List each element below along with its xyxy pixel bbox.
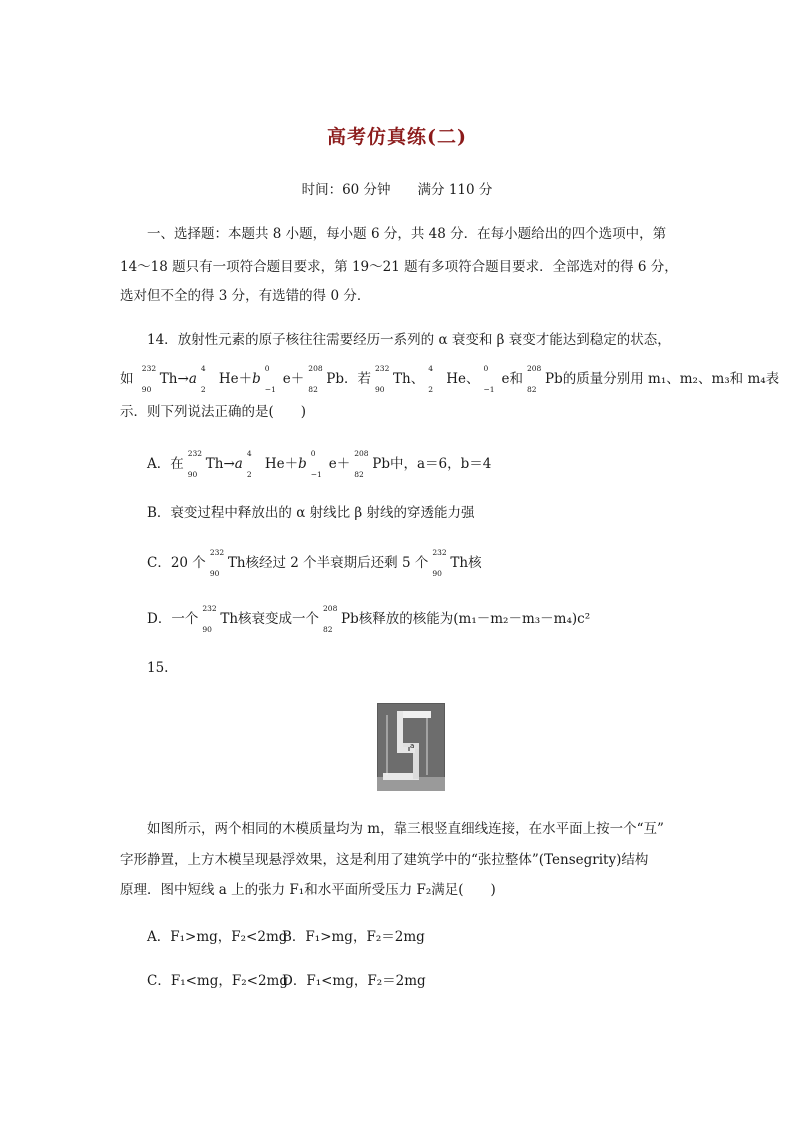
q14-line-2: 如 232 90 Th→a 4 2 He＋b 0 −1 e＋ 208 82 Pb．若 232 90 Th、 4 2 He、 0 −1 e和 208 82 Pb的质量分别用 m₁、m₂、m₃和 m₄表	[120, 364, 780, 394]
q15-option-d: D．F₁<mg，F₂＝2mg	[282, 973, 426, 989]
tensegrity-figure	[377, 703, 445, 791]
q14-stem-1: 放射性元素的原子核往往需要经历一系列的 α 衰变和 β 衰变才能达到稳定的状态，	[177, 332, 671, 348]
isotope-th: 232 90	[141, 364, 157, 394]
q14-stem-2-suffix: 的质量分别用 m₁、m₂、m₃和 m₄表	[562, 371, 780, 387]
q15-line-2: 字形静置，上方木模呈现悬浮效果，这是利用了建筑学中的“张拉整体”(Tensegrity)结构	[120, 852, 649, 868]
q14-option-d: D．一个 232 90 Th核衰变成一个 208 82 Pb核释放的核能为(m₁－m₂－m₃－m₄)c²	[147, 604, 591, 634]
q14-number: 14．	[147, 332, 178, 348]
figure-label-a: a	[410, 742, 415, 750]
q14-line-1	[147, 326, 671, 354]
isotope-e: 0 −1	[264, 364, 276, 394]
q15-option-a: A．F₁>mg，F₂<2mg	[147, 929, 288, 945]
q15-option-c: C．F₁<mg，F₂<2mg	[147, 973, 288, 989]
isotope-he: 4 2	[200, 364, 206, 394]
q14-option-c: C．20 个 232 90 Th核经过 2 个半衰期后还剩 5 个 232 90 Th核	[147, 548, 482, 578]
intro-line-1: 一、选择题：本题共 8 小题，每小题 6 分，共 48 分．在每小题给出的四个选项中，第	[147, 226, 667, 242]
q15-line-3: 原理．图中短线 a 上的张力 F₁和水平面所受压力 F₂满足( )	[120, 882, 496, 898]
q14-stem-2-prefix: 如	[120, 371, 134, 387]
isotope-pb: 208 82	[308, 364, 323, 394]
q15-line-1: 如图所示，两个相同的木模质量均为 m，靠三根竖直细线连接，在水平面上按一个“互”	[147, 821, 664, 837]
q15-option-b: B．F₁>mg，F₂＝2mg	[282, 929, 425, 945]
q14-line-3: 示．则下列说法正确的是( )	[120, 404, 307, 420]
q15-number: 15.	[147, 660, 169, 676]
intro-line-3: 选对但不全的得 3 分，有选错的得 0 分．	[120, 288, 371, 304]
page-title: 高考仿真练(二)	[327, 126, 467, 148]
exam-info: 时间：60 分钟 满分 110 分	[301, 182, 493, 198]
q14-option-b: B．衰变过程中释放出的 α 射线比 β 射线的穿透能力强	[147, 505, 475, 521]
intro-line-2: 14～18 题只有一项符合题目要求，第 19～21 题有多项符合题目要求．全部选对的得 6 分，	[120, 259, 678, 275]
q14-option-a: A．在 232 90 Th→a 4 2 He＋b 0 −1 e＋ 208 82 Pb中，a＝6，b＝4	[147, 449, 492, 479]
